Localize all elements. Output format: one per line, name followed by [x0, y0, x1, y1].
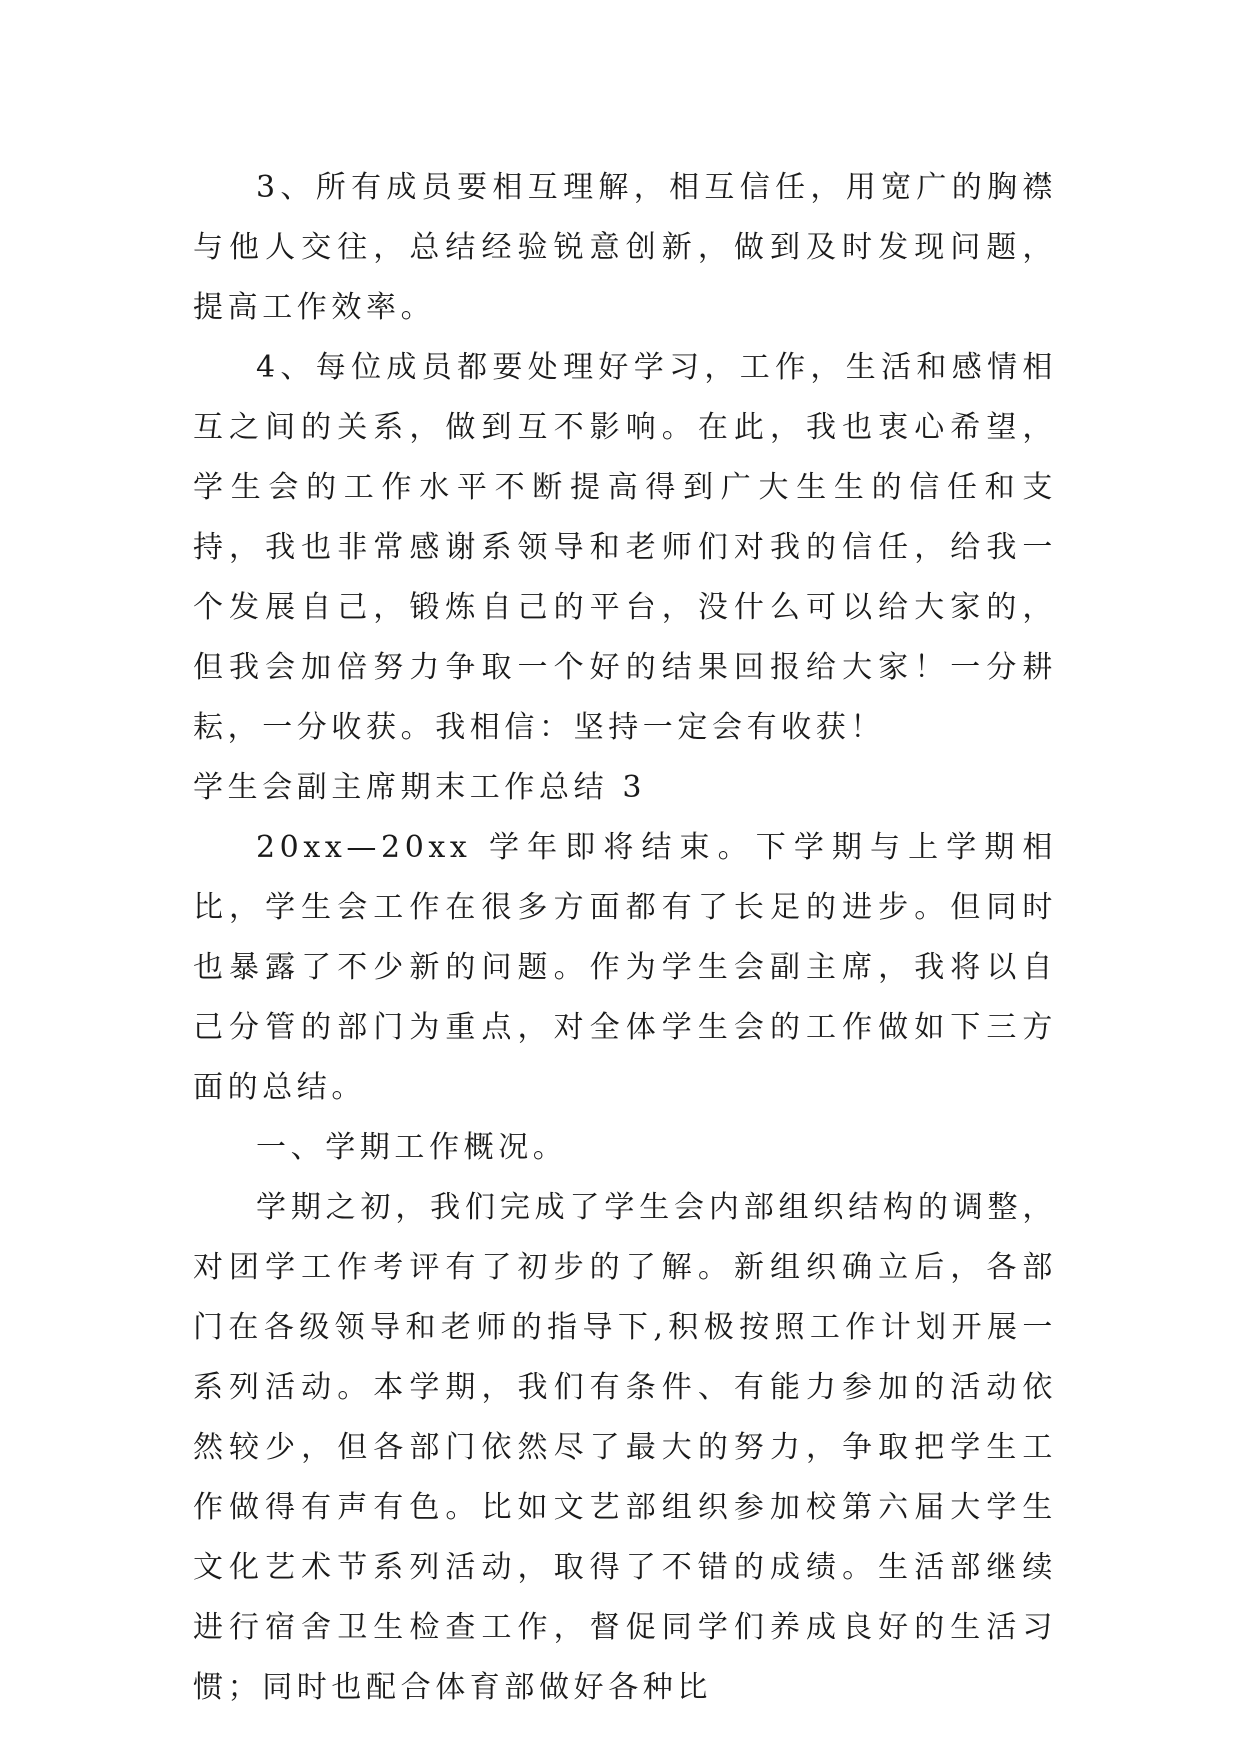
- paragraph-overview: 学期之初，我们完成了学生会内部组织结构的调整，对团学工作考评有了初步的了解。新组织确立后，各部门在各级领导和老师的指导下,积极按照工作计划开展一系列活动。本学期，我们有条件、有能力参加的活动依然较少，但各部门依然尽了最大的努力，争取把学生工作做得有声有色。比如文艺部组织参加校第六届大学生文化艺术节系列活动，取得了不错的成绩。生活部继续进行宿舍卫生检查工作，督促同学们养成良好的生活习惯；同时也配合体育部做好各种比: [193, 1190, 1057, 1705]
- paragraph-subheading: 一、学期工作概况。: [256, 1130, 568, 1165]
- paragraph-intro: 20xx—20xx 学年即将结束。下学期与上学期相比，学生会工作在很多方面都有了长足的进步。但同时也暴露了不少新的问题。作为学生会副主席，我将以自己分管的部门为重点，对全体学生会的工作做如下三方面的总结。: [193, 830, 1057, 1105]
- section-title: 学生会副主席期末工作总结 3: [193, 770, 647, 805]
- document-page: [193, 158, 1057, 1718]
- paragraph-item-4: 4、每位成员都要处理好学习，工作，生活和感情相互之间的关系，做到互不影响。在此，我也衷心希望，学生会的工作水平不断提高得到广大生生的信任和支持，我也非常感谢系领导和老师们对我的信任，给我一个发展自己，锻炼自己的平台，没什么可以给大家的，但我会加倍努力争取一个好的结果回报给大家！一分耕耘，一分收获。我相信：坚持一定会有收获！: [193, 350, 1057, 745]
- paragraph-item-3: 3、所有成员要相互理解，相互信任，用宽广的胸襟与他人交往，总结经验锐意创新，做到及时发现问题，提高工作效率。: [193, 170, 1057, 325]
